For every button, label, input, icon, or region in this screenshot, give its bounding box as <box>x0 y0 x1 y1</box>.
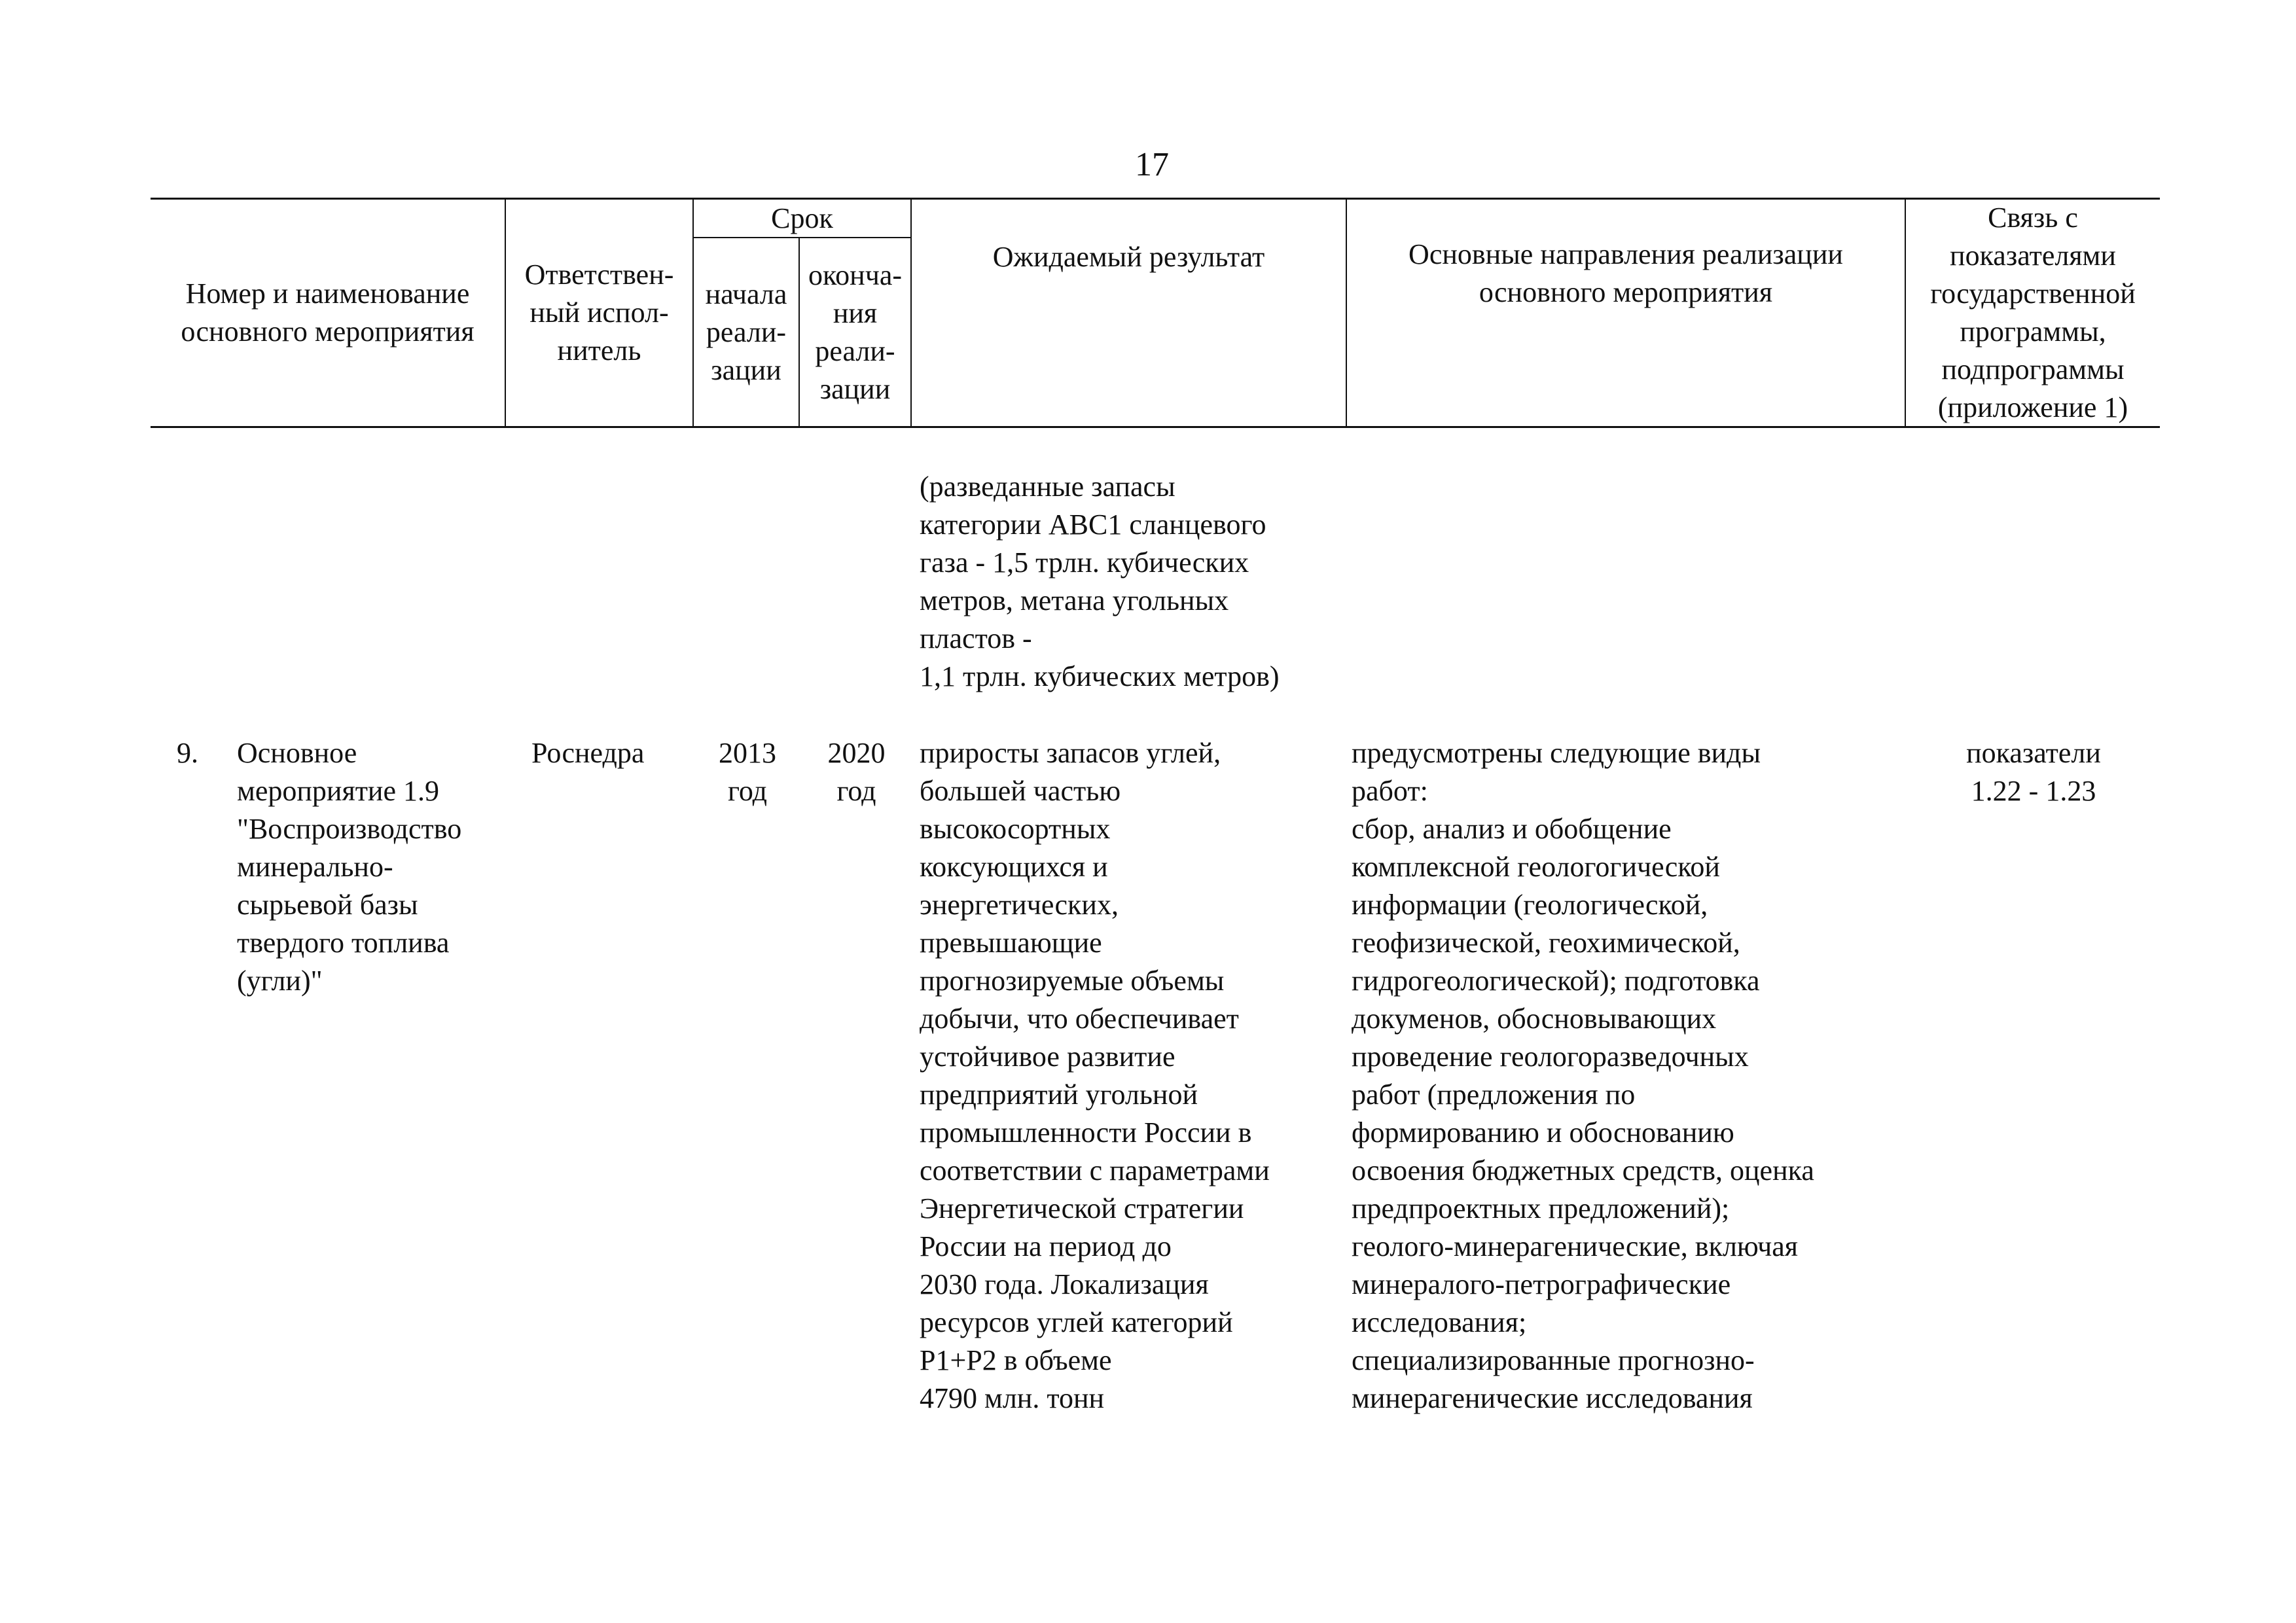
header-result-label: Ожидаемый результат <box>992 241 1265 273</box>
header-term <box>694 200 910 237</box>
header-executor <box>506 202 692 424</box>
header-name <box>151 202 505 424</box>
row-link: показатели 1.22 - 1.23 <box>1966 737 2101 807</box>
header-start <box>694 240 798 425</box>
header-bottom-rule <box>151 426 2160 428</box>
header-result <box>912 202 1346 313</box>
header-start-label: начала реали- зации <box>705 278 787 386</box>
row-start: 2013 год <box>719 737 776 807</box>
header-link <box>1906 202 2160 424</box>
row-result: приросты запасов углей, большей частью высокосортных коксующихся и энергетических, превышающие прогнозируемые объемы добычи, что обеспечивает устойчивое развитие предприятий угольной промышленности России в соответствии с параметрами Энергетической стратегии России на период до 2030 года. Локализация ресурсов углей категорий Р1+Р2 в объеме 4790 млн. тонн <box>920 737 1270 1414</box>
header-link-label: Связь с показателями государственной программы, подпрограммы (приложение 1) <box>1930 202 2136 423</box>
continuation-result: (разведанные запасы категории АВС1 сланцевого газа - 1,5 трлн. кубических метров, метана угольных пластов - 1,1 трлн. кубических метров) <box>920 471 1280 692</box>
row-directions: предусмотрены следующие виды работ: сбор, анализ и обобщение комплексной геологогической информации (геологической, геофизической, геохимической, гидрогеологической); подготовка докуменов, обосновывающих проведение геологоразведочных работ (предложения по формированию и обоснованию освоения бюджетных средств, оценка предпроектных предложений); геолого-минерагенические, включая минералого-петрографические исследования; специализированные прогнозно- минерагенические исследования <box>1352 737 1814 1414</box>
row-end: 2020 год <box>827 737 886 807</box>
header-top-rule <box>151 198 2160 200</box>
header-name-label: Номер и наименование основного мероприятия <box>181 277 475 348</box>
header-end-label: оконча- ния реали- зации <box>808 259 902 405</box>
row-name: Основное мероприятие 1.9 "Воспроизводство минерально- сырьевой базы твердого топлива (угли)" <box>237 737 462 997</box>
header-directions-label: Основные направления реализации основного мероприятия <box>1408 238 1843 308</box>
row-executor: Роснедра <box>531 737 645 769</box>
row-number: 9. <box>177 737 198 769</box>
header-directions <box>1347 202 1905 346</box>
table-header <box>151 198 2160 428</box>
header-end <box>800 240 910 425</box>
header-executor-label: Ответствен- ный испол- нитель <box>524 259 674 366</box>
page-number: 17 <box>1135 146 1169 183</box>
header-term-label: Срок <box>771 202 833 234</box>
